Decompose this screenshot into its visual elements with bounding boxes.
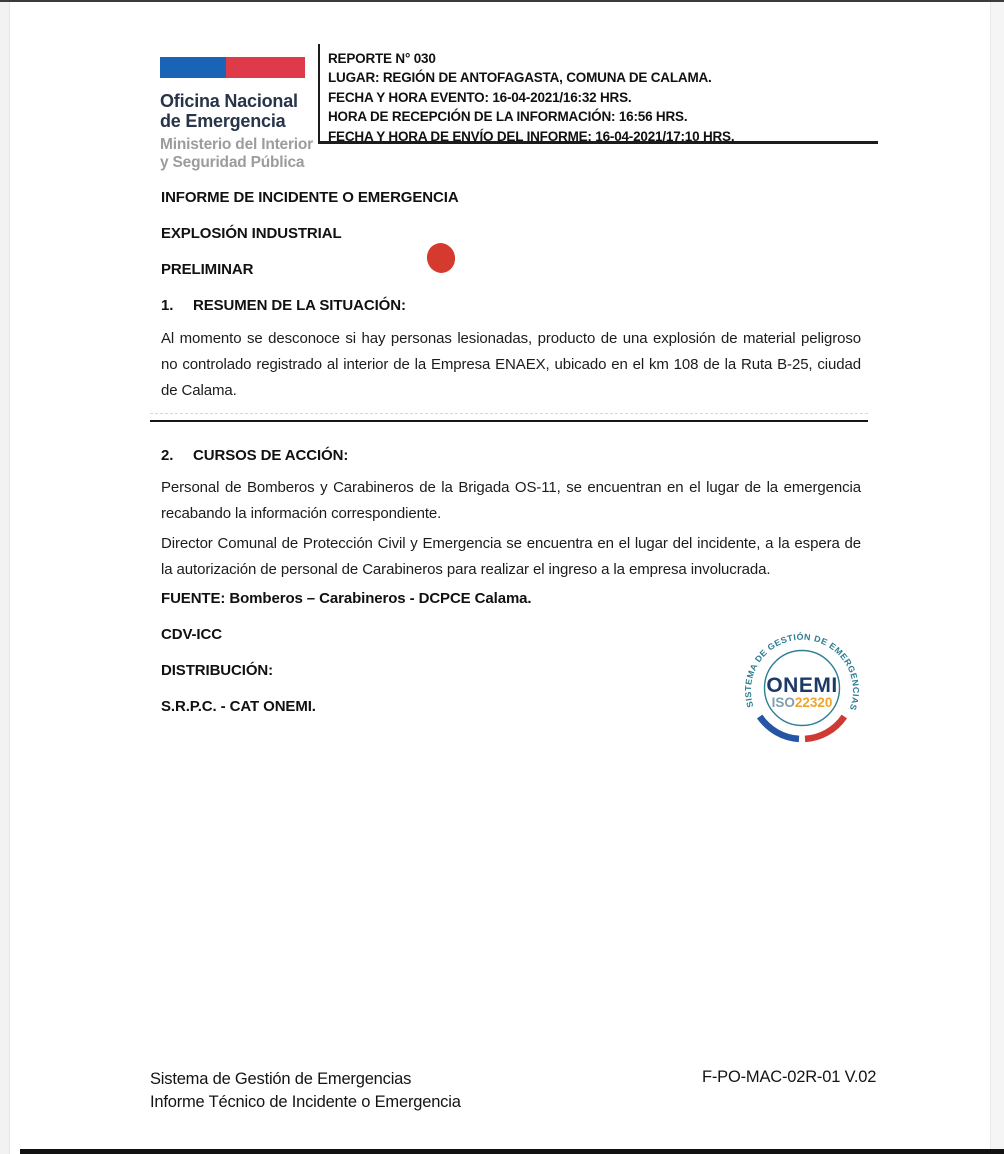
seal-ring-text: SISTEMA DE GESTIÓN DE EMERGENCIAS: [742, 631, 862, 712]
red-dot-mark: [424, 240, 458, 276]
srpc-line: S.R.P.C. - CAT ONEMI.: [161, 698, 316, 715]
section1-number: 1.: [161, 297, 174, 314]
onemi-iso22320-seal-icon: [742, 628, 862, 750]
ministry-line1: Ministerio del Interior: [160, 136, 314, 153]
actions-paragraph-1: Personal de Bomberos y Carabineros de la Brigada OS-11, se encuentran en el lugar de la emergencia recabando la información correspondiente.: [161, 479, 861, 522]
org-name-line2: de Emergencia: [160, 111, 286, 131]
report-type-title: INFORME DE INCIDENTE O EMERGENCIA: [161, 189, 459, 206]
seal-iso-text: [772, 695, 833, 710]
footer-report-name: Informe Técnico de Incidente o Emergencia: [150, 1093, 461, 1111]
report-event-datetime: FECHA Y HORA EVENTO: 16-04-2021/16:32 HRS.: [328, 89, 632, 105]
onemi-logo: [160, 57, 320, 172]
scan-edge-left: [0, 0, 10, 1154]
actions-paragraph-2: Director Comunal de Protección Civil y Emergencia se encuentra en el lugar del incidente, a la espera de la autorización de personal de Carabineros para realizar el ingreso a la empresa involucrada.: [161, 535, 861, 578]
seal-iso-prefix: ISO: [771, 695, 795, 710]
seal-onemi-text: ONEMI: [766, 674, 838, 697]
section-divider-line: [150, 412, 868, 422]
flag-blue-band: [160, 57, 226, 78]
footer-form-code: F-PO-MAC-02R-01 V.02: [702, 1068, 877, 1086]
footer-system-name: Sistema de Gestión de Emergencias: [150, 1070, 412, 1088]
scan-top-line: [0, 0, 1004, 2]
chile-flag-icon: [160, 57, 305, 78]
seal-arc-red: [805, 717, 844, 739]
seal-iso-number: 22320: [794, 695, 833, 710]
section1-heading: [161, 297, 406, 314]
section2-heading: [161, 447, 348, 464]
report-location: LUGAR: REGIÓN DE ANTOFAGASTA, COMUNA DE CALAMA.: [328, 70, 712, 86]
summary-paragraph: Al momento se desconoce si hay personas lesionadas, producto de una explosión de material peligroso no controlado registrado al interior de la Empresa ENAEX, ubicado en el km 108 de la Ruta B-25, ciudad de Calama.: [161, 330, 861, 399]
status-title: PRELIMINAR: [161, 261, 254, 278]
report-header-box: [318, 44, 878, 144]
org-name: [160, 91, 320, 131]
ministry-line2: y Seguridad Pública: [160, 154, 305, 171]
section1-title: RESUMEN DE LA SITUACIÓN:: [193, 297, 406, 314]
org-name-line1: Oficina Nacional: [160, 91, 298, 111]
fuente-line: FUENTE: Bomberos – Carabineros - DCPCE Calama.: [161, 590, 532, 607]
distribucion-line: DISTRIBUCIÓN:: [161, 662, 274, 679]
seal-arc-blue: [760, 717, 799, 739]
report-number: REPORTE N° 030: [328, 51, 436, 66]
event-type-title: EXPLOSIÓN INDUSTRIAL: [161, 225, 342, 242]
footer-left: [150, 1068, 461, 1114]
ministry-name: [160, 136, 320, 172]
section2-title: CURSOS DE ACCIÓN:: [193, 447, 349, 464]
cdv-line: CDV-ICC: [161, 626, 222, 643]
section2-number: 2.: [161, 447, 174, 464]
flag-red-band: [226, 57, 305, 78]
report-sent-datetime: FECHA Y HORA DE ENVÍO DEL INFORME: 16-04-2021/17:10 HRS.: [328, 128, 735, 144]
scan-edge-right: [990, 0, 1004, 1154]
scan-bottom-line: [20, 1149, 1004, 1154]
report-reception-time: HORA DE RECEPCIÓN DE LA INFORMACIÓN: 16:56 HRS.: [328, 109, 688, 125]
